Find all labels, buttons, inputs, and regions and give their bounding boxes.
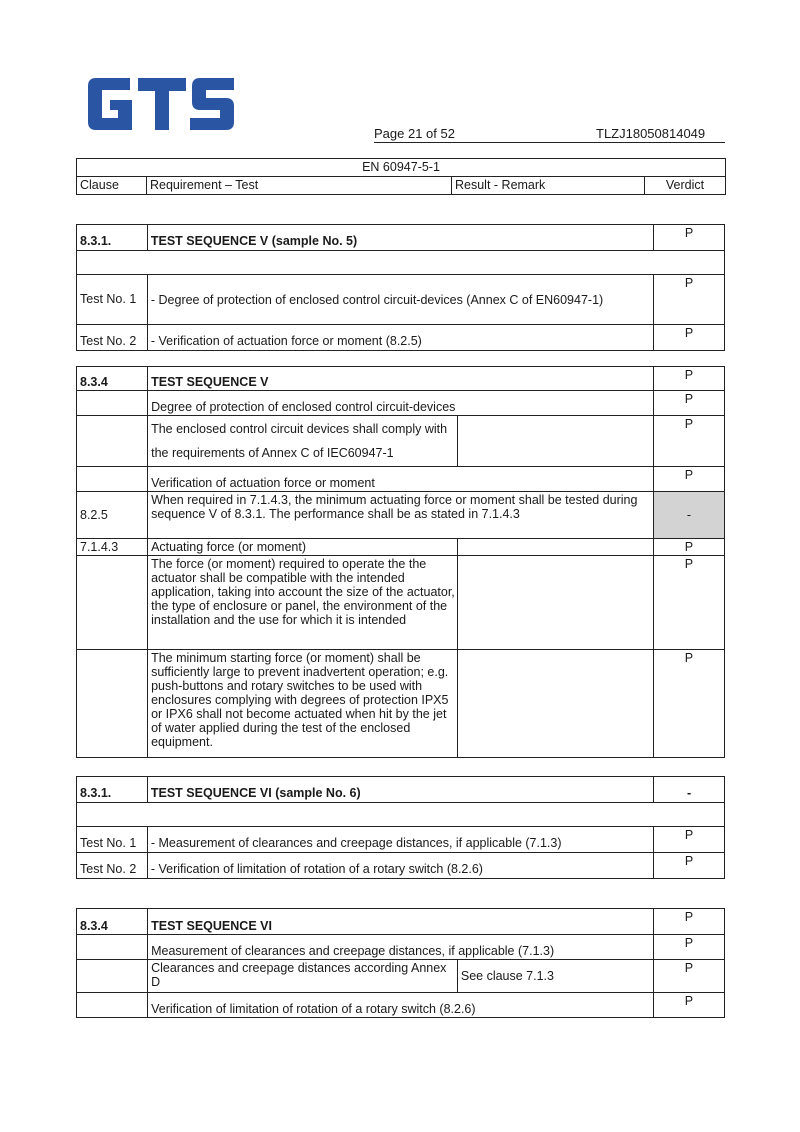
empty-clause [77,416,148,467]
seq5-clause: 8.3.1. [77,225,148,251]
empty-clause [77,993,148,1018]
seq5-test2-no: Test No. 2 [77,325,148,351]
empty-result [457,539,653,556]
seq5-test2-verdict: P [654,325,725,351]
empty-clause [77,556,148,650]
clause-8-2-5-verdict: - [653,492,724,539]
seq6d-annex: Clearances and creepage distances according Annex D [148,960,458,993]
empty-clause [77,467,148,492]
seq5-test1-text: - Degree of protection of enclosed control circuit-devices (Annex C of EN60947-1) [147,275,653,325]
seq6d-measure: Measurement of clearances and creepage distances, if applicable (7.1.3) [148,935,654,960]
seq5d-comply: The enclosed control circuit devices shall comply with the requirements of Annex C of IEC60947-1 [148,416,458,467]
seq5d-min: The minimum starting force (or moment) shall be sufficiently large to prevent inadvertent operation; e.g. push-buttons and rotary switches to be used with enclosures complying with degrees of protection IPX5 or IPX6 shall not become actuated when hit by the jet of water applied during the test of the enclosed equipment. [148,650,458,758]
seq6-clause: 8.3.1. [77,777,148,803]
seq6d-title-verdict: P [653,909,724,935]
standard-title: EN 60947-5-1 [77,159,726,177]
sequence-v-detail-table [76,366,725,758]
seq5d-degree-verdict: P [653,391,724,416]
sequence-v-table [76,224,725,351]
empty-clause [77,935,148,960]
seq5d-degree: Degree of protection of enclosed control circuit-devices [148,391,654,416]
seq6d-clause: 8.3.4 [77,909,148,935]
clause-8-2-5: 8.2.5 [77,492,148,539]
col-clause: Clause [77,177,147,195]
seq6d-annex-verdict: P [653,960,724,993]
empty-clause [77,960,148,993]
page-number: Page 21 of 52 [374,126,455,141]
empty-clause [77,391,148,416]
seq5-test1-no: Test No. 1 [77,275,148,325]
report-number: TLZJ18050814049 [596,126,706,141]
seq6d-annex-result: See clause 7.1.3 [457,960,653,993]
seq5d-verify-verdict: P [653,467,724,492]
seq5d-min-verdict: P [653,650,724,758]
seq6-test2-verdict: P [654,853,725,879]
seq5d-title-verdict: P [653,367,724,391]
seq6-title: TEST SEQUENCE VI (sample No. 6) [147,777,653,803]
seq5-title: TEST SEQUENCE V (sample No. 5) [147,225,653,251]
empty-clause [77,650,148,758]
seq5-test2-text: - Verification of actuation force or moment (8.2.5) [147,325,653,351]
seq5d-comply-verdict: P [653,416,724,467]
seq5-test1-verdict: P [654,275,725,325]
seq6d-rotation-verdict: P [653,993,724,1018]
sequence-vi-table [76,776,725,879]
empty-result [457,650,653,758]
seq5d-verify: Verification of actuation force or moment [148,467,654,492]
seq5d-title: TEST SEQUENCE V [148,367,654,391]
clause-8-2-5-text: When required in 7.1.4.3, the minimum actuating force or moment shall be tested during sequence V of 8.3.1. The performance shall be as stated in 7.1.4.3 [148,492,654,539]
col-result: Result - Remark [452,177,645,195]
seq6-test1-no: Test No. 1 [77,827,148,853]
seq6-test2-text: - Verification of limitation of rotation of a rotary switch (8.2.6) [147,853,653,879]
seq6-verdict: - [654,777,725,803]
seq5d-force-verdict: P [653,556,724,650]
seq6-test1-verdict: P [654,827,725,853]
seq5d-force: The force (or moment) required to operate the the actuator shall be compatible with the intended application, taking into account the size of the actuator, the type of enclosure or panel, the environment of the installation and the use for which it is intended [148,556,458,650]
seq6-test1-text: - Measurement of clearances and creepage distances, if applicable (7.1.3) [147,827,653,853]
clause-7-1-4-3-verdict: P [653,539,724,556]
spacer-row [77,803,725,827]
seq6d-rotation: Verification of limitation of rotation of a rotary switch (8.2.6) [148,993,654,1018]
clause-7-1-4-3: 7.1.4.3 [77,539,148,556]
seq6-test2-no: Test No. 2 [77,853,148,879]
standard-header-table [76,158,726,195]
header-rule [374,142,725,143]
seq5-verdict: P [654,225,725,251]
col-requirement: Requirement – Test [147,177,452,195]
spacer-row [77,251,725,275]
sequence-vi-detail-table [76,908,725,1018]
empty-result [457,416,653,467]
clause-7-1-4-3-text: Actuating force (or moment) [148,539,458,556]
gts-logo [84,76,236,132]
seq5d-clause: 8.3.4 [77,367,148,391]
seq6d-title: TEST SEQUENCE VI [148,909,654,935]
seq6d-measure-verdict: P [653,935,724,960]
col-verdict: Verdict [645,177,726,195]
empty-result [457,556,653,650]
